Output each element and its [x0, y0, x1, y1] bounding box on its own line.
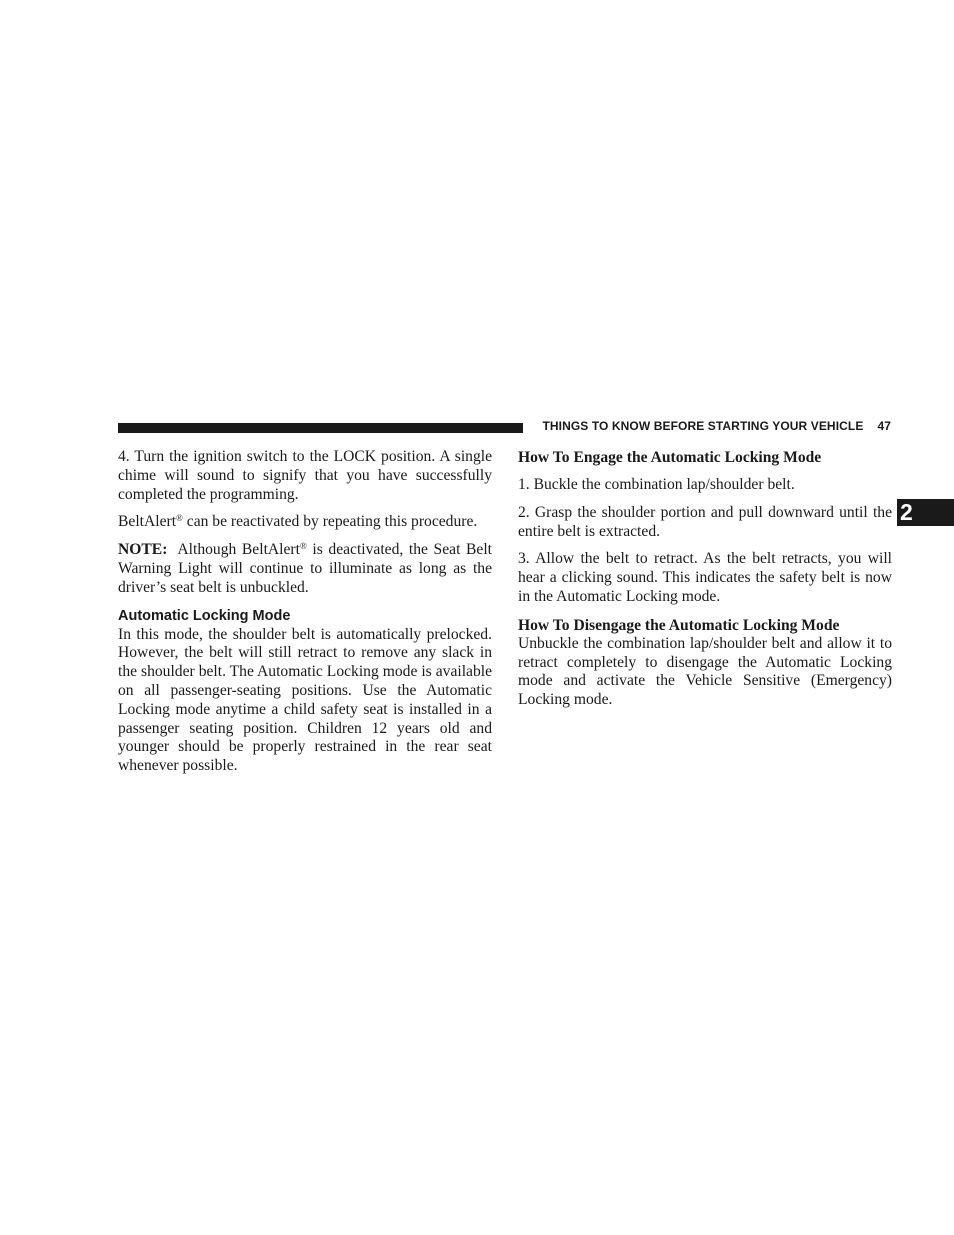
registered-mark: ® — [176, 513, 183, 524]
reactivate-text: can be reactivated by repeating this procedure. — [182, 513, 478, 531]
step-4-paragraph: 4. Turn the ignition switch to the LOCK position. A single chime will sound to signify that you have successfully completed the programming. — [118, 448, 492, 503]
left-column — [118, 448, 492, 776]
note-prefix: Although BeltAlert — [177, 541, 300, 559]
reactivate-paragraph — [118, 513, 492, 532]
header-rule — [118, 423, 523, 433]
registered-mark: ® — [299, 541, 307, 552]
engage-step: 2. Grasp the shoulder portion and pull downward until the entire belt is extracted. — [518, 503, 892, 540]
note-paragraph — [118, 541, 492, 597]
brand-name: BeltAlert — [118, 513, 177, 531]
disengage-body: Unbuckle the combination lap/shoulder belt and allow it to retract completely to disengage the Automatic Locking mode and activate the Vehicle Sensitive (Emergency) Locking mode. — [518, 634, 892, 709]
section-title: THINGS TO KNOW BEFORE STARTING YOUR VEHICLE — [542, 419, 864, 433]
right-column — [518, 448, 892, 710]
page-number: 47 — [877, 419, 891, 433]
engage-step: 1. Buckle the combination lap/shoulder belt. — [518, 476, 795, 493]
engage-step: 3. Allow the belt to retract. As the belt retracts, you will hear a clicking sound. This indicates the safety belt is now in the Automatic Locking mode. — [518, 550, 892, 605]
engage-heading: How To Engage the Automatic Locking Mode — [518, 449, 822, 466]
running-header — [533, 419, 891, 433]
disengage-heading: How To Disengage the Automatic Locking Mode — [518, 616, 840, 634]
alm-body: In this mode, the shoulder belt is automatically prelocked. However, the belt will still retract to remove any slack in the shoulder belt. The Automatic Locking mode is available on all passenger-seating positions. Use the Automatic Locking mode anytime a child safety seat is installed in a passenger seating position. Children 12 years old and younger should be properly restrained in the rear seat whenever possible. — [118, 625, 492, 775]
alm-heading: Automatic Locking Mode — [118, 607, 291, 624]
chapter-tab: 2 — [897, 499, 954, 526]
note-text: is deactivated, the Seat Belt Warning Light will continue to illuminate as long as the driver’s seat belt is unbuckled. — [118, 541, 492, 596]
note-label: NOTE: — [118, 541, 168, 559]
